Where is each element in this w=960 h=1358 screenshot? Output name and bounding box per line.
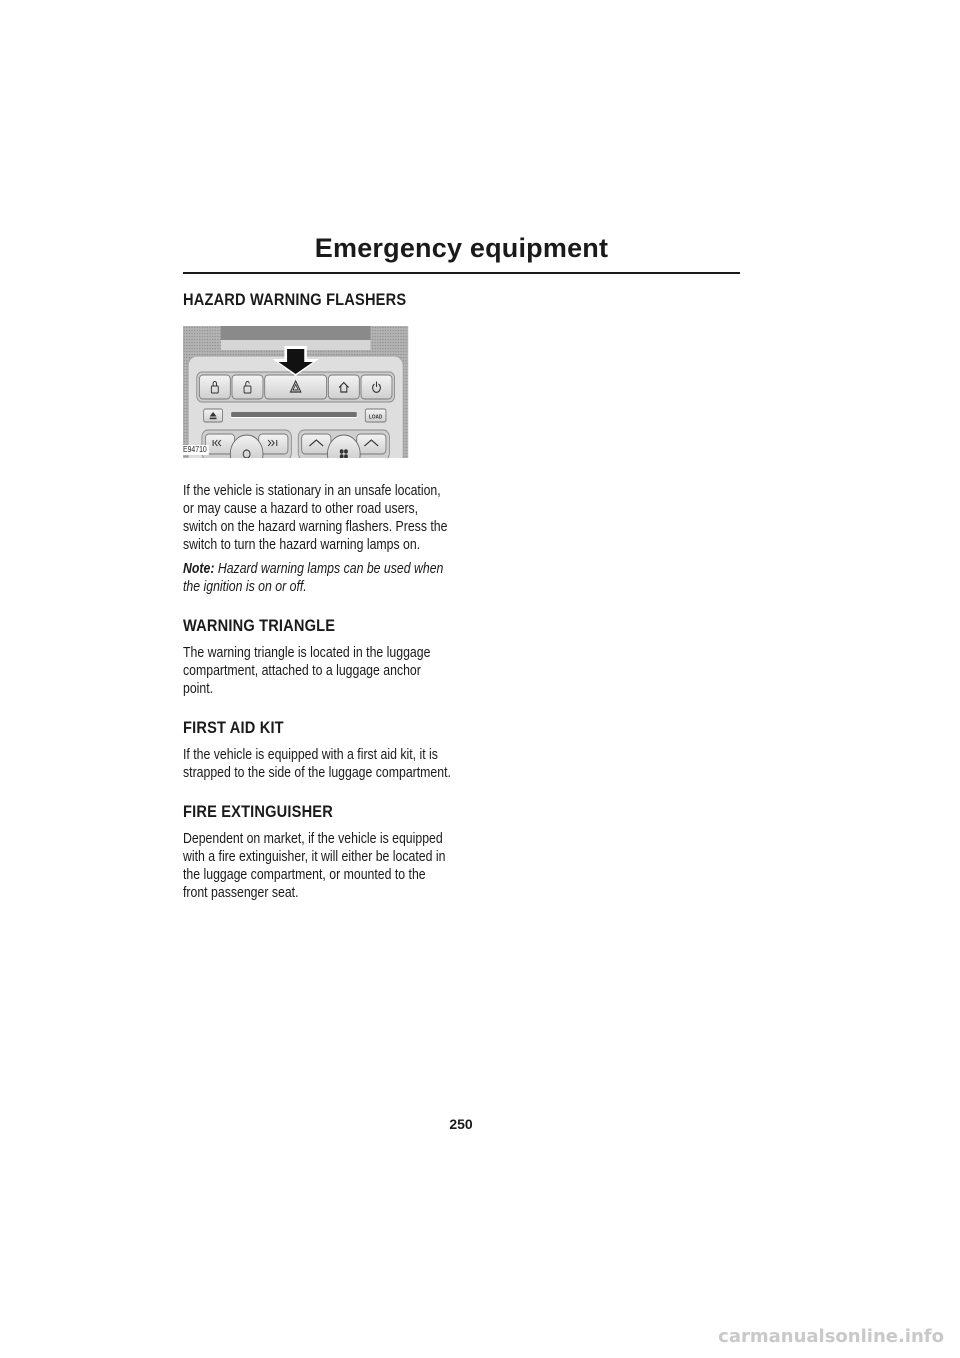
content-column [183, 290, 451, 902]
section-heading-triangle: WARNING TRIANGLE [183, 616, 336, 635]
extinguisher-body: Dependent on market, if the vehicle is equipped with a fire extinguisher, it will either be located in the luggage compartment, or mounted to the front passenger seat. [183, 831, 446, 901]
switch-bank [199, 375, 392, 399]
hazard-body: If the vehicle is stationary in an unsafe location, or may cause a hazard to other road users, switch on the hazard warning flashers. Press the switch to turn the hazard warning lamps on. [183, 483, 448, 553]
note-text: Hazard warning lamps can be used when the ignition is on or off. [183, 561, 444, 595]
watermark: carmanualsonline.info [718, 1326, 944, 1347]
section-heading-hazard: HAZARD WARNING FLASHERS [183, 290, 407, 309]
console-illustration [183, 326, 408, 458]
title-divider [183, 272, 740, 274]
page-number: 250 [449, 1116, 473, 1132]
note-label: Note: [183, 561, 215, 577]
figure-code: E94710 [183, 445, 207, 454]
hazard-note [183, 560, 451, 596]
hazard-switch-figure [183, 326, 408, 458]
page-title: Emergency equipment [314, 233, 609, 263]
triangle-body: The warning triangle is located in the luggage compartment, attached to a luggage anchor point. [183, 645, 431, 697]
load-label: LOAD [368, 414, 383, 421]
section-heading-extinguisher: FIRE EXTINGUISHER [183, 802, 333, 821]
first-aid-body: If the vehicle is equipped with a first aid kit, it is strapped to the side of the luggage compartment. [183, 747, 451, 781]
section-heading-first-aid: FIRST AID KIT [183, 718, 284, 737]
